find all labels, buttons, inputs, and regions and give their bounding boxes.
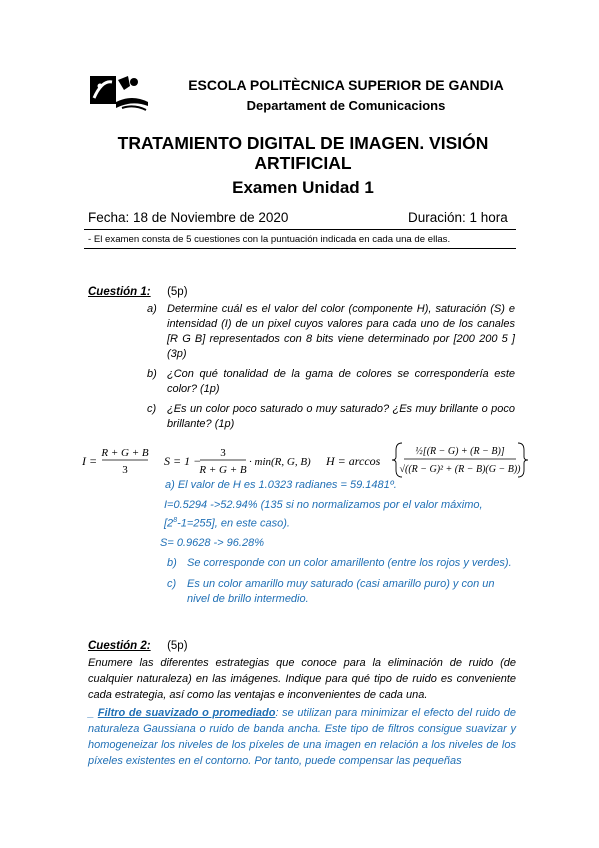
formula-i-lhs: I = — [82, 454, 98, 468]
hsi-formula — [80, 440, 540, 480]
q1-answer-i: I=0.5294 ->52.94% (135 si no normalizamos por el valor máximo, $[2^8-1=255]$, en este caso). — [164, 499, 483, 530]
formula-s-lhs: S = 1 − — [164, 454, 202, 468]
q1-heading: Cuestión 1: — [88, 286, 151, 298]
formula-i-num: R + G + B — [101, 447, 149, 459]
formula-s-den: R + G + B — [199, 464, 247, 476]
exam-note: - El examen consta de 5 cuestiones con la puntuación indicada en cada una de ellas. — [88, 234, 451, 245]
formula-h-den: √((R − G)² + (R − B)(G − B)) — [399, 464, 521, 475]
formula-s-num: 3 — [220, 447, 226, 459]
q1-item-a: a) Determine cuál es el valor del color (componente H), saturación (S) e intensidad (I) de un pixel cuyos valores para cada uno de los canales [R G B] representados con 8 bits viene determinado por [200 200 5 ] (3p) — [147, 303, 515, 360]
exam-date: Fecha: 18 de Noviembre de 2020 — [88, 210, 289, 225]
q1-points: (5p) — [167, 286, 188, 298]
formula-s-tail: · min(R, G, B) — [249, 456, 311, 468]
q2-answer: _ Filtro de suavizado o promediado: se utilizan para minimizar el efecto del ruido de naturaleza Gaussiana o ruido de banda ancha. Este tipo de filtros consigue suavizar y homogeneizar los niveles de los píxeles de una imagen en relación a los niveles de los píxeles existentes en el contorno. Por tanto, puede compensar las pequeñas — [88, 707, 516, 767]
q1-heading-row — [88, 282, 188, 300]
institution-name: ESCOLA POLITÈCNICA SUPERIOR DE GANDIA — [188, 77, 504, 93]
school-logo — [88, 72, 152, 112]
q1-answer-a: a) El valor de H es 1.0323 radianes = 59.1481º. — [165, 479, 397, 491]
divider-top — [84, 229, 516, 230]
q1-item-c: c) ¿Es un color poco saturado o muy saturado? ¿Es muy brillante o poco brillante? (1p) — [147, 403, 515, 430]
q2-points: (5p) — [167, 640, 188, 652]
q1-answer-c: c) Es un color amarillo muy saturado (casi amarillo puro) y con un nivel de brillo intermedio. — [167, 578, 495, 605]
q2-statement: Enumere las diferentes estrategias que conoce para la eliminación de ruido (de cualquier naturaleza) en las imágenes. Indique para qué tipo de ruido es conveniente cada estrategia, así como las ventajas e inconvenientes de cada una. — [88, 657, 516, 701]
q1-answer-s: S= 0.9628 -> 96.28% — [160, 537, 264, 549]
formula-i-den: 3 — [122, 464, 128, 476]
q1-item-b: b) ¿Con qué tonalidad de la gama de colores se correspondería este color? (1p) — [147, 368, 515, 395]
exam-subtitle: Examen Unidad 1 — [232, 178, 374, 197]
exam-title: TRATAMIENTO DIGITAL DE IMAGEN. VISIÓN ARTIFICIAL — [117, 133, 489, 173]
formula-h-num: ½[(R − G) + (R − B)] — [415, 446, 505, 457]
exam-duration: Duración: 1 hora — [408, 210, 508, 225]
q2-heading: Cuestión 2: — [88, 640, 151, 652]
q2-answer-term: Filtro de suavizado o promediado — [97, 707, 276, 719]
q2-heading-row — [88, 636, 188, 654]
department-name: Departament de Comunicacions — [246, 98, 446, 113]
formula-h-lhs: H = arccos — [326, 454, 381, 468]
q1-answer-b: b) Se corresponde con un color amarillento (entre los rojos y verdes). — [167, 557, 512, 569]
divider-bottom — [84, 248, 516, 249]
